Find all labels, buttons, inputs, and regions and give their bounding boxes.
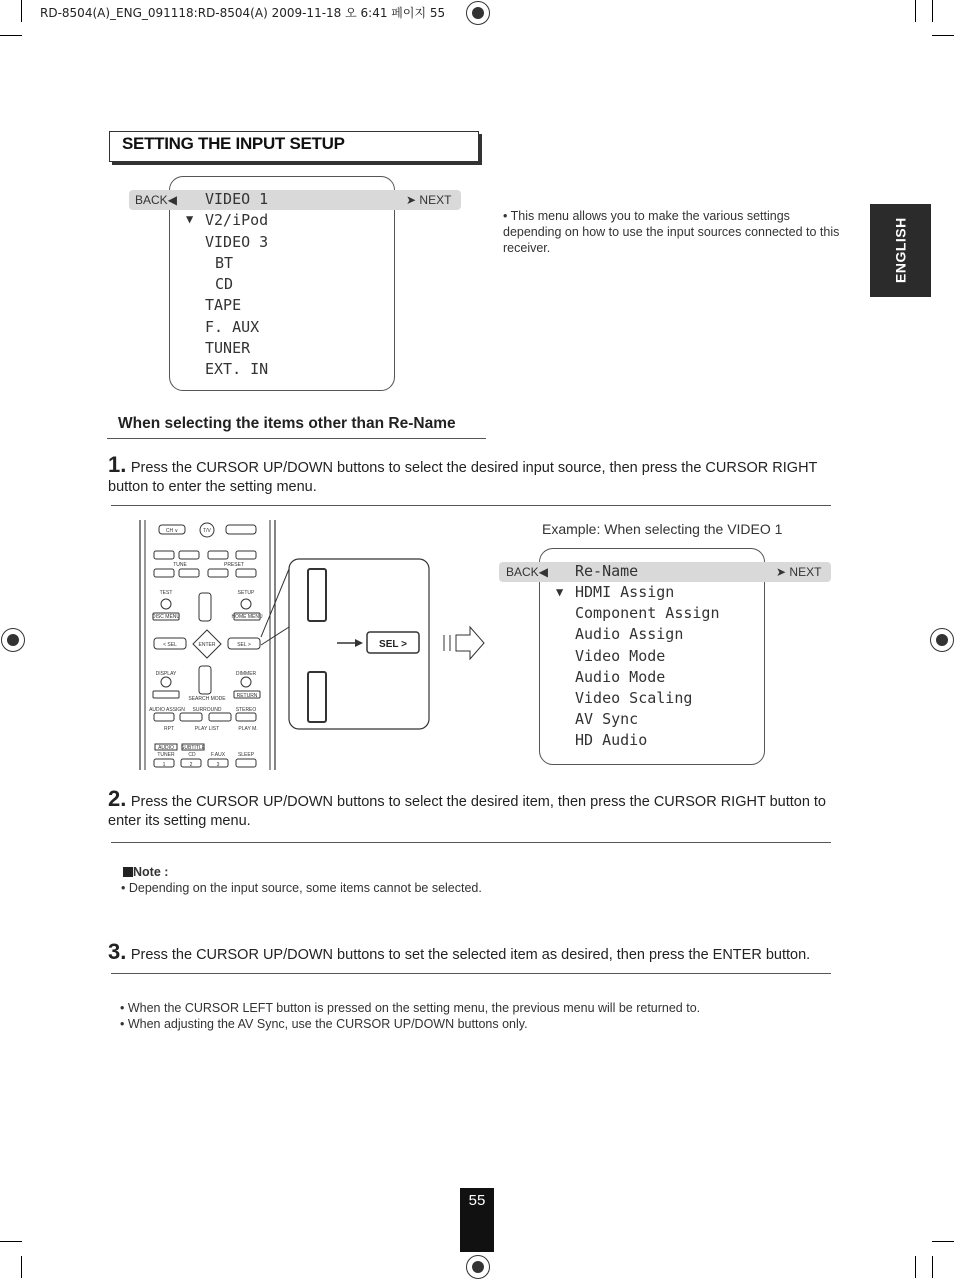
crop-mark bbox=[21, 1256, 22, 1278]
back-arrow-icon: ◀ bbox=[167, 193, 177, 207]
remote-label: AUDIO bbox=[158, 745, 174, 751]
menu-item: V2/iPod bbox=[205, 211, 269, 229]
registration-mark bbox=[930, 628, 954, 652]
next-arrow-icon: ➤ bbox=[776, 565, 787, 579]
step-rule bbox=[111, 842, 831, 843]
remote-label: HOME MENU bbox=[231, 614, 263, 620]
remote-label: ENTER bbox=[198, 642, 216, 648]
menu-item: VIDEO 1 bbox=[205, 190, 269, 208]
note-square-icon bbox=[123, 867, 133, 877]
menu-next-label bbox=[776, 565, 821, 579]
page-number: 55 bbox=[468, 1192, 486, 1209]
remote-label: SETUP bbox=[237, 590, 255, 596]
remote-label: PLAY M. bbox=[238, 726, 258, 732]
remote-label: SURROUND bbox=[192, 707, 222, 713]
step-text: Press the CURSOR UP/DOWN buttons to select the desired item, then press the CURSOR RIGHT button to enter its setting menu. bbox=[108, 794, 826, 829]
crop-mark bbox=[915, 0, 916, 22]
step-number: 2. bbox=[108, 786, 127, 811]
remote-label: SEARCH MODE bbox=[188, 696, 226, 702]
crop-mark bbox=[932, 35, 954, 36]
note-title-text: Note : bbox=[133, 865, 169, 879]
crop-mark bbox=[21, 0, 22, 22]
subheading-rule bbox=[107, 438, 486, 439]
step-3 bbox=[108, 939, 833, 965]
remote-label: SLEEP bbox=[237, 752, 255, 758]
menu-item: HD Audio bbox=[575, 731, 648, 749]
step-text: Press the CURSOR UP/DOWN buttons to set the selected item as desired, then press the ENTER button. bbox=[130, 947, 811, 963]
remote-label: SEL > bbox=[237, 642, 251, 648]
remote-label: F.AUX bbox=[210, 752, 226, 758]
language-tab-label: ENGLISH bbox=[892, 217, 909, 284]
next-arrow-icon: ➤ bbox=[406, 193, 417, 207]
remote-label: T/V bbox=[203, 528, 211, 534]
subheading: When selecting the items other than Re-Name bbox=[118, 415, 456, 432]
menu-item: F. AUX bbox=[205, 318, 260, 336]
menu-item: Component Assign bbox=[575, 604, 720, 622]
print-header: RD-8504(A)_ENG_091118:RD-8504(A) 2009-11-18 오 6:41 페이지 55 bbox=[40, 6, 446, 20]
zoom-callout bbox=[255, 555, 495, 735]
down-pointer-icon: ▼ bbox=[556, 585, 564, 599]
back-text: BACK bbox=[135, 193, 168, 207]
remote-label: CH ∨ bbox=[165, 528, 179, 534]
remote-label: AUDIO ASSIGN bbox=[149, 707, 185, 713]
menu-item: Video Mode bbox=[575, 647, 666, 665]
menu-item: BT bbox=[215, 254, 234, 272]
menu-item: VIDEO 3 bbox=[205, 233, 269, 251]
step-number: 3. bbox=[108, 939, 127, 964]
crop-mark bbox=[0, 1241, 22, 1242]
step-2 bbox=[108, 786, 844, 830]
section-title: SETTING THE INPUT SETUP bbox=[122, 134, 345, 153]
crop-mark bbox=[932, 0, 933, 22]
crop-mark bbox=[932, 1241, 954, 1242]
remote-number-key: 3 bbox=[216, 762, 220, 768]
remote-number-key: 2 bbox=[189, 762, 193, 768]
registration-mark bbox=[466, 1, 490, 25]
remote-label: PRESET bbox=[223, 562, 245, 568]
remote-label: TUNER bbox=[157, 752, 175, 758]
intro-bullet: • This menu allows you to make the various settings depending on how to use the input sources connected to this receiver. bbox=[503, 209, 840, 255]
remote-label: DIMMER bbox=[235, 671, 257, 677]
remote-label: PLAY LIST bbox=[194, 726, 220, 732]
remote-label: DISPLAY bbox=[155, 671, 177, 677]
menu-item: AV Sync bbox=[575, 710, 639, 728]
example-caption: Example: When selecting the VIDEO 1 bbox=[542, 521, 783, 537]
menu-item: Audio Mode bbox=[575, 668, 666, 686]
step-rule bbox=[111, 505, 831, 506]
back-text: BACK bbox=[506, 565, 539, 579]
remote-number-key: 1 bbox=[162, 762, 166, 768]
step-1 bbox=[108, 452, 833, 496]
back-arrow-icon: ◀ bbox=[538, 565, 548, 579]
registration-mark bbox=[1, 628, 25, 652]
crop-mark bbox=[0, 35, 22, 36]
menu-item: CD bbox=[215, 275, 234, 293]
note-title bbox=[123, 865, 168, 879]
step-text: Press the CURSOR UP/DOWN buttons to select the desired input source, then press the CURSOR RIGHT button to enter the setting menu. bbox=[108, 460, 818, 495]
next-text: NEXT bbox=[419, 193, 452, 207]
menu-back-label bbox=[506, 565, 548, 579]
sel-button-label: SEL > bbox=[379, 639, 407, 650]
remote-label: TUNE bbox=[173, 562, 187, 568]
menu-item: TAPE bbox=[205, 296, 242, 314]
crop-mark bbox=[932, 1256, 933, 1278]
menu-item: Re-Name bbox=[575, 562, 639, 580]
menu-item: TUNER bbox=[205, 339, 251, 357]
remote-label: TEST bbox=[159, 590, 173, 596]
menu-next-label bbox=[406, 193, 451, 207]
remote-label: < SEL bbox=[163, 642, 177, 648]
remote-label: RETURN bbox=[236, 693, 258, 699]
remote-label: DISC MENU bbox=[151, 614, 181, 620]
remote-label: RPT bbox=[164, 726, 174, 732]
remote-label: CD bbox=[188, 752, 196, 758]
next-text: NEXT bbox=[789, 565, 822, 579]
menu-item: EXT. IN bbox=[205, 360, 269, 378]
bullet-item: • When adjusting the AV Sync, use the CURSOR UP/DOWN buttons only. bbox=[120, 1017, 528, 1031]
down-pointer-icon: ▼ bbox=[186, 212, 194, 226]
bullet-item: • When the CURSOR LEFT button is pressed on the setting menu, the previous menu will be returned to. bbox=[120, 1001, 701, 1015]
menu-item: HDMI Assign bbox=[575, 583, 675, 601]
menu-back-label bbox=[135, 193, 177, 207]
registration-mark bbox=[466, 1255, 490, 1279]
step-rule bbox=[111, 973, 831, 974]
menu-item: Video Scaling bbox=[575, 689, 693, 707]
step-number: 1. bbox=[108, 452, 127, 477]
remote-label: STEREO bbox=[235, 707, 257, 713]
remote-label: SUBTITLE bbox=[181, 745, 205, 751]
menu-item: Audio Assign bbox=[575, 625, 684, 643]
crop-mark bbox=[915, 1256, 916, 1278]
note-text: • Depending on the input source, some items cannot be selected. bbox=[121, 881, 482, 895]
